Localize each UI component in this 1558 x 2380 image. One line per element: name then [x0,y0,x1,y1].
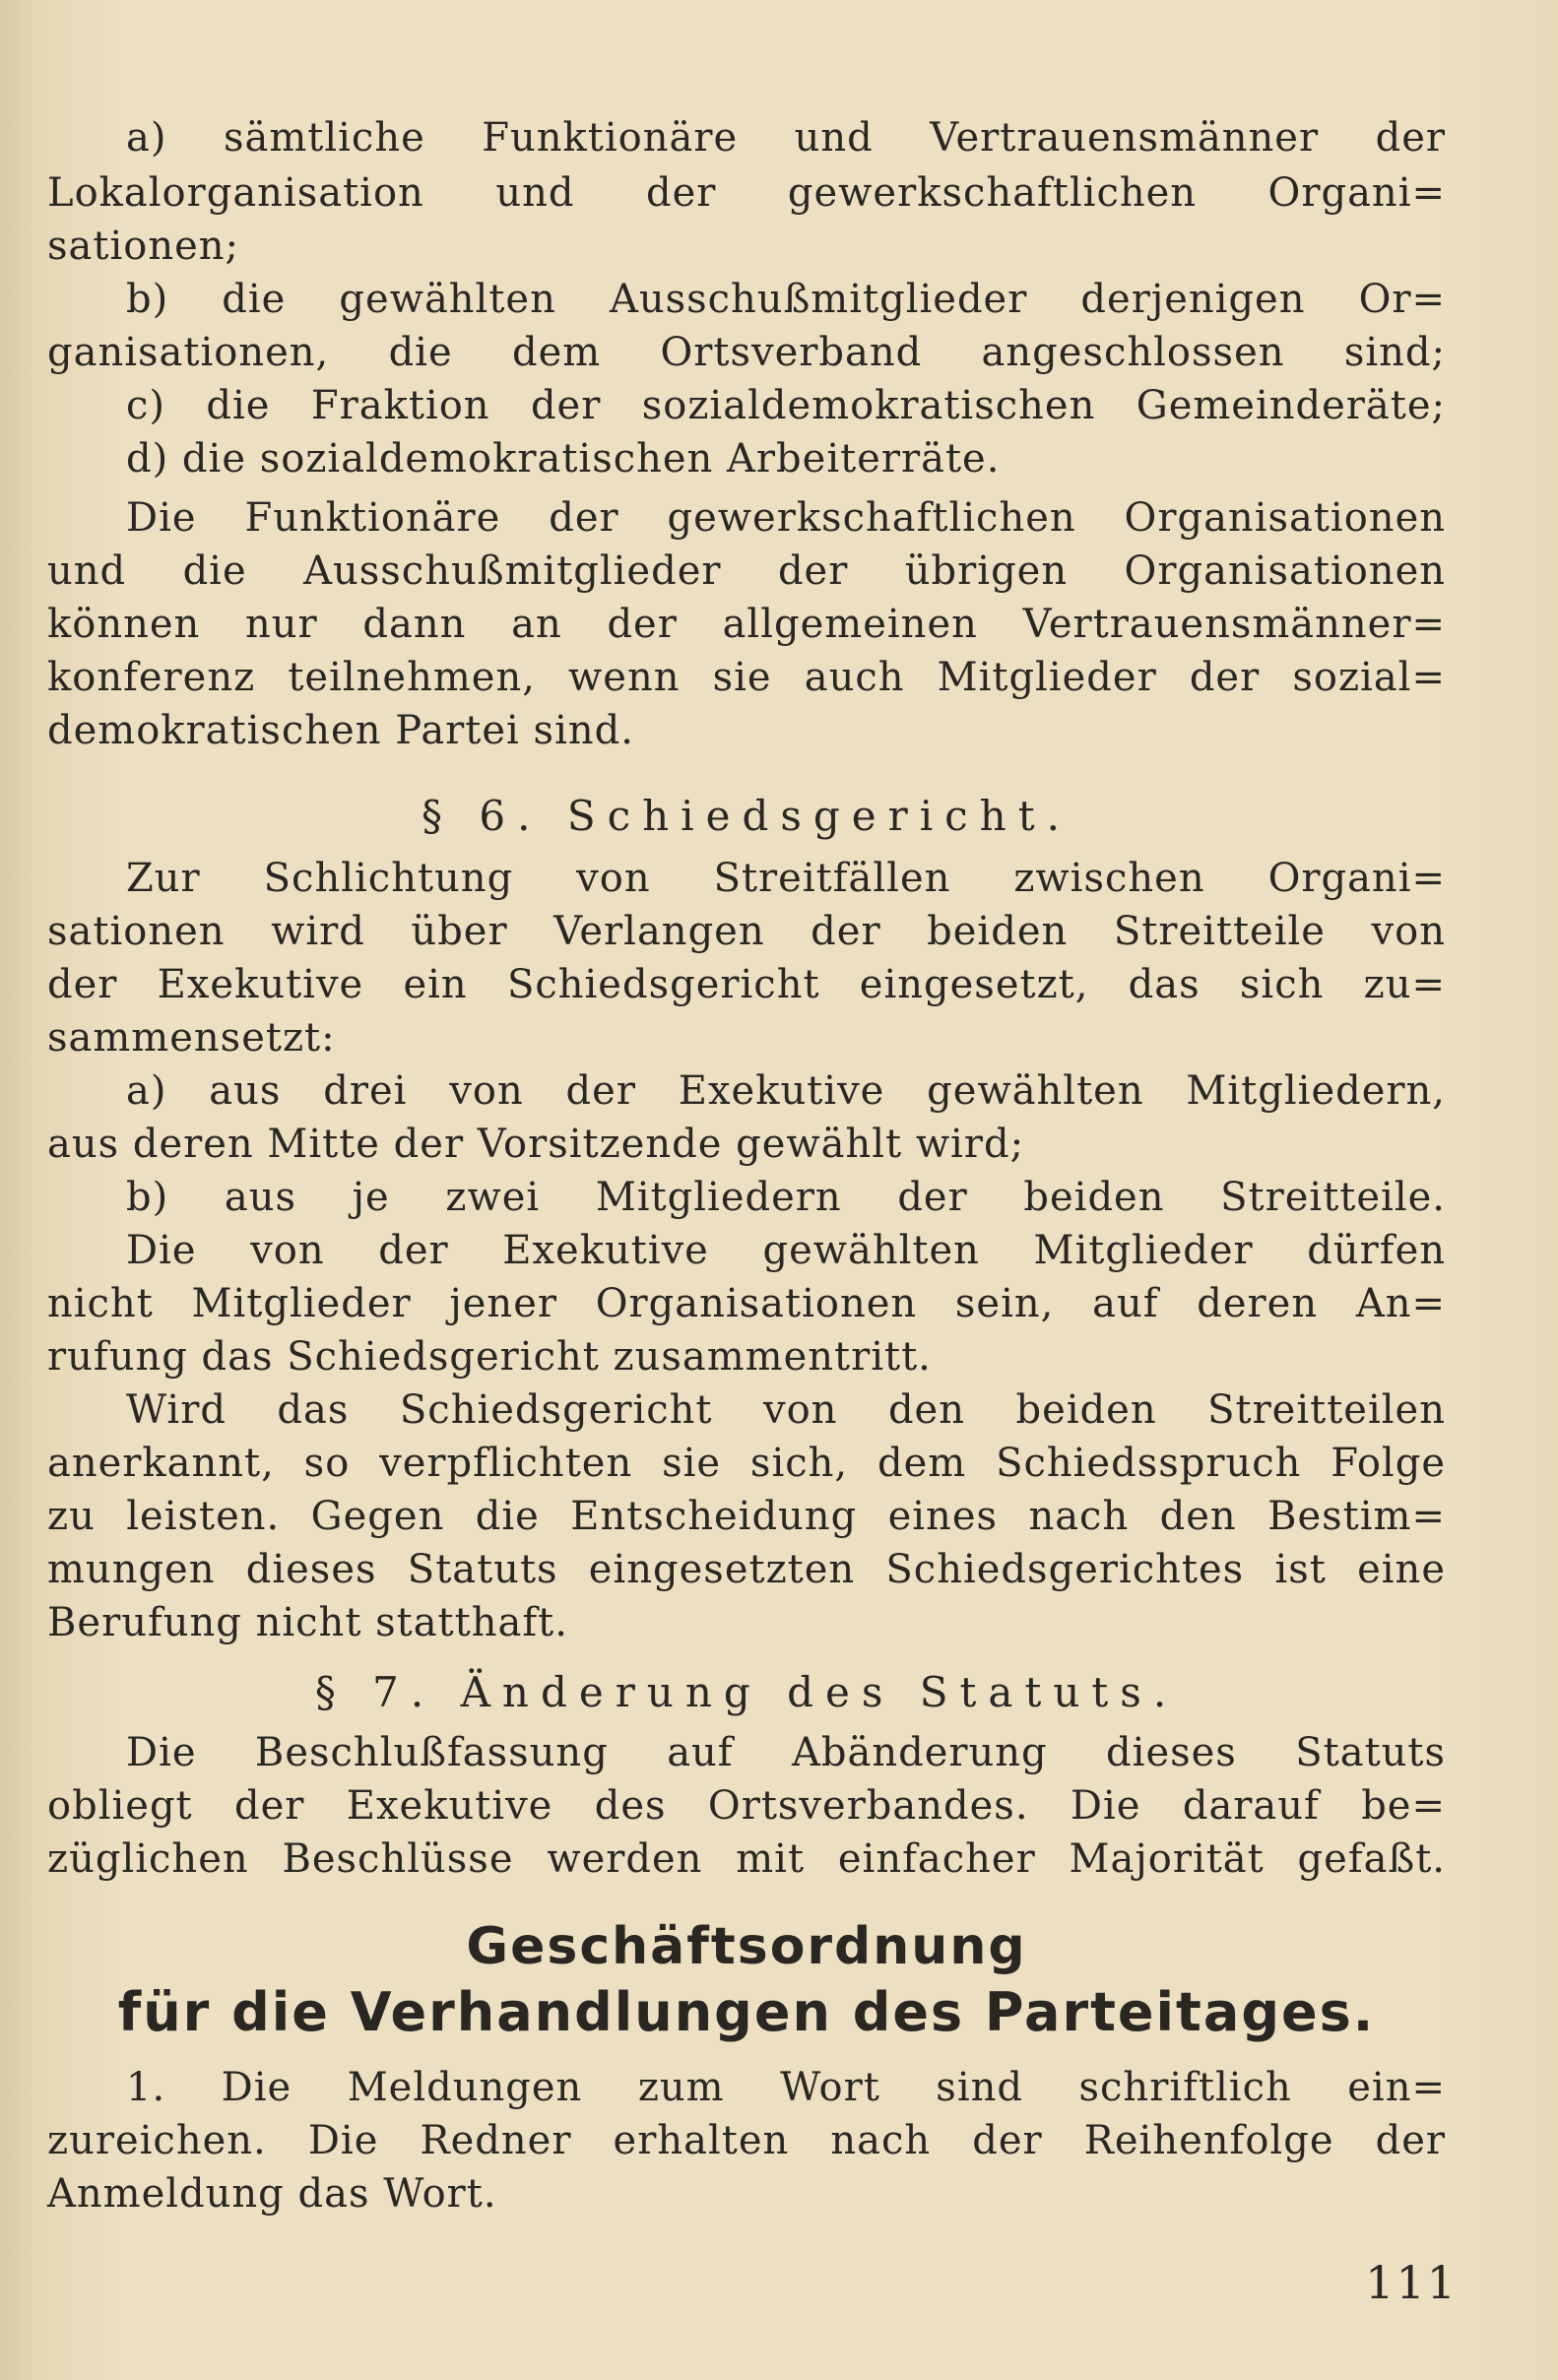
text-line: b) aus je zwei Mitgliedern der beiden Streitteile. [126,1175,1446,1220]
text-line: Lokalorganisation und der gewerkschaftlichen Organi= [47,170,1446,216]
text-line: Anmeldung das Wort. [47,2171,497,2217]
section-7-title: § 7. Änderung des Statuts. [314,1668,1179,1716]
text-line: zu leisten. Gegen die Entscheidung eines nach den Bestim= [47,1494,1446,1539]
text-line: anerkannt, so verpflichten sie sich, dem Schiedsspruch Folge [47,1441,1446,1486]
page-number: 111 [1365,2256,1458,2309]
text-line: nicht Mitglieder jener Organisationen sein, auf deren An= [47,1281,1446,1326]
text-line: 1. Die Meldungen zum Wort sind schriftlich ein= [126,2065,1446,2110]
text-line: aus deren Mitte der Vorsitzende gewählt wird; [47,1122,1025,1167]
text-line: zureichen. Die Redner erhalten nach der Reihenfolge der [47,2118,1446,2163]
text-line: und die Ausschußmitglieder der übrigen Organisationen [47,548,1446,594]
text-line: sationen wird über Verlangen der beiden Streitteile von [47,909,1446,954]
text-line: a) aus drei von der Exekutive gewählten Mitgliedern, [126,1068,1446,1114]
text-line: Die von der Exekutive gewählten Mitglieder dürfen [126,1228,1446,1273]
heading-geschaeftsordnung: Geschäftsordnung [466,1917,1027,1976]
text-line: sationen; [47,224,239,269]
text-line: obliegt der Exekutive des Ortsverbandes. Die darauf be= [47,1783,1446,1829]
text-line: c) die Fraktion der sozialdemokratischen Gemeinderäte; [126,383,1446,428]
text-line: mungen dieses Statuts eingesetzten Schiedsgerichtes ist eine [47,1547,1446,1592]
text-line: Berufung nicht statthaft. [47,1600,568,1645]
heading-subtitle: für die Verhandlungen des Parteitages. [117,1981,1376,2043]
text-line: sammensetzt: [47,1015,336,1061]
text-line: a) sämtliche Funktionäre und Vertrauensmänner der [126,115,1446,161]
text-line: Zur Schlichtung von Streitfällen zwischen Organi= [126,856,1446,901]
text-line: konferenz teilnehmen, wenn sie auch Mitglieder der sozial= [47,655,1446,700]
text-line: züglichen Beschlüsse werden mit einfacher Majorität gefaßt. [47,1836,1446,1882]
text-line: d) die sozialdemokratischen Arbeiterräte. [126,436,1001,482]
section-6-title: § 6. Schiedsgericht. [422,792,1071,840]
text-line: b) die gewählten Ausschußmitglieder derjenigen Or= [126,277,1446,322]
text-line: demokratischen Partei sind. [47,708,634,753]
text-line: Wird das Schiedsgericht von den beiden Streitteilen [126,1387,1446,1433]
text-line: Die Funktionäre der gewerkschaftlichen Organisationen [126,495,1446,541]
text-line: rufung das Schiedsgericht zusammentritt. [47,1334,932,1380]
text-line: ganisationen, die dem Ortsverband angeschlossen sind; [47,330,1446,375]
text-line: der Exekutive ein Schiedsgericht eingesetzt, das sich zu= [47,962,1446,1007]
text-line: können nur dann an der allgemeinen Vertrauensmänner= [47,602,1446,647]
text-line: Die Beschlußfassung auf Abänderung dieses Statuts [126,1730,1446,1775]
